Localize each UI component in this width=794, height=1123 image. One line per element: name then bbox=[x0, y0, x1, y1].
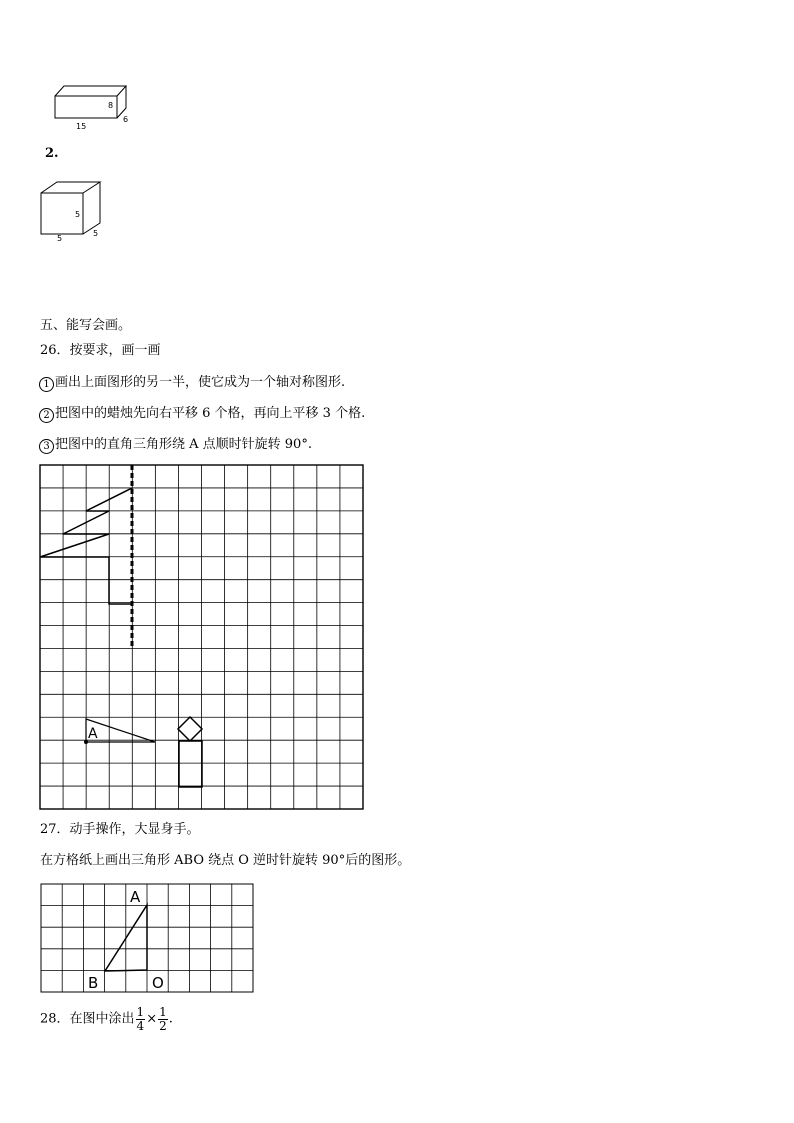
candle-flame bbox=[178, 717, 202, 741]
label-o: O bbox=[152, 974, 164, 992]
question-26-grid bbox=[39, 464, 365, 812]
question-27-grid bbox=[40, 883, 256, 995]
step-2-text: 把图中的蜡烛先向右平移 6 个格，再向上平移 3 个格. bbox=[55, 406, 366, 421]
fraction-2-denominator: 2 bbox=[159, 1019, 167, 1033]
step-1-marker: 1 bbox=[39, 377, 54, 392]
cube-front-edge-label: 5 bbox=[75, 210, 81, 219]
question-28-suffix: . bbox=[168, 1011, 173, 1027]
cuboid-1-length-label: 15 bbox=[76, 122, 87, 131]
fraction-1-numerator: 1 bbox=[136, 1005, 145, 1019]
fraction-one-half bbox=[158, 1006, 168, 1033]
fraction-2-numerator: 1 bbox=[159, 1005, 167, 1019]
fraction-1-denominator: 4 bbox=[136, 1019, 145, 1033]
cube-side-edge-label: 5 bbox=[93, 229, 99, 238]
times-sign: × bbox=[146, 1011, 158, 1027]
cuboid-figure-1 bbox=[50, 82, 140, 134]
point-a-label: A bbox=[88, 726, 98, 742]
step-2-marker: 2 bbox=[39, 408, 54, 423]
question-27-title: 27．动手操作，大显身手。 bbox=[40, 822, 200, 837]
question-28-prefix: 28．在图中涂出 bbox=[40, 1011, 135, 1027]
cube-bottom-edge-label: 5 bbox=[57, 234, 63, 243]
label-b: B bbox=[88, 974, 99, 992]
cuboid-1-height-label: 8 bbox=[108, 101, 114, 110]
question-28-line bbox=[40, 1006, 173, 1033]
step-3-marker: 3 bbox=[39, 439, 54, 454]
question-26-step-1 bbox=[39, 375, 345, 392]
question-26-step-2 bbox=[39, 406, 365, 423]
question-26-title: 26．按要求，画一画 bbox=[40, 343, 161, 358]
fraction-one-quarter bbox=[136, 1006, 146, 1033]
cube-figure-2 bbox=[35, 178, 110, 246]
section-5-heading: 五、能写会画。 bbox=[40, 318, 132, 333]
question-27-instruction: 在方格纸上画出三角形 ABO 绕点 O 逆时针旋转 90°后的图形。 bbox=[40, 853, 411, 868]
question-26-step-3 bbox=[39, 437, 312, 454]
step-1-text: 画出上面图形的另一半，使它成为一个轴对称图形. bbox=[55, 375, 346, 390]
label-a: A bbox=[130, 888, 141, 906]
candle-body bbox=[179, 741, 202, 787]
cuboid-1-width-label: 6 bbox=[123, 115, 129, 124]
item-2-label: 2. bbox=[45, 146, 59, 161]
step-3-text: 把图中的直角三角形绕 A 点顺时针旋转 90°. bbox=[55, 437, 312, 452]
